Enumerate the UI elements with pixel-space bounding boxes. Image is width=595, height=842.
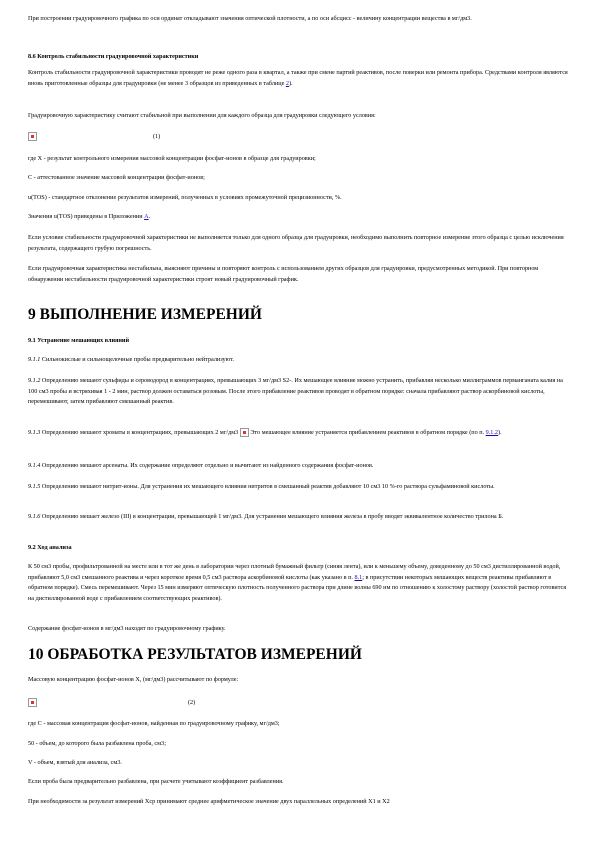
paragraph-text: Определению мешают сульфиды и сероводород в концентрациях, превышающих 3 мг/дм3 S2-. Их мешающее влияние можно устранить, прибавляя несколько миллиграммов перманганата калия на 100 см3 пробы и встряхивая 1 - 2 мин, раствор должен оставаться розовым. После этого прибавление реактивов проводят в обратном порядке: сначала прибавляют раствор аскорбиновой кислоты, перемешивают, затем прибавляют смешанный реактив.: [28, 377, 563, 405]
paragraph: Если проба была предварительно разбавлена, при расчете учитывают коэффициент разбавления.: [28, 778, 284, 785]
item-number: 9.1.1: [28, 356, 41, 363]
paragraph-text: Определению мешает железо (III) в концентрации, превышающей 1 мг/дм3. Для устранения мешающего влияния железа в пробу вводят эквивалентное количество трилона Б.: [41, 513, 504, 520]
broken-image-icon: [240, 428, 249, 437]
paragraph-analysis: [28, 562, 568, 604]
table-2-link[interactable]: 2: [285, 79, 289, 87]
paragraph: При необходимости за результат измерений Xср принимают среднее арифметическое значение двух параллельных определений X1 и X2: [28, 798, 390, 805]
paragraph: Массовую концентрацию фосфат-ионов X, (мг/дм3) рассчитывают по формуле:: [28, 676, 239, 683]
formula-number: (2): [188, 699, 196, 706]
paragraph-text: Определению мешают арсенаты. Их содержание определяют отдельно и вычитают из найденного содержания фосфат-ионов.: [41, 462, 374, 469]
item-number: 9.1.3: [28, 429, 41, 436]
paragraph: [28, 68, 568, 89]
paragraph-text: Значения u(TOS) приведены в Приложении: [28, 213, 143, 220]
paragraph: где C - массовая концентрация фосфат-ионов, найденная по градуировочному графику, мг/дм3;: [28, 720, 280, 727]
item-number: 9.1.4: [28, 462, 41, 469]
paragraph-9-1-4: [28, 461, 568, 472]
paragraph: Если градуировочная характеристика нестабильна, выясняют причины и повторяют контроль с использованием других образцов для градуировки, предусмотренных методикой. При повторном обнаружении нестабильности градуировочной характеристики строят новый градуировочный график.: [28, 265, 539, 283]
broken-image-icon: [28, 698, 37, 707]
paragraph-9-1-2: [28, 376, 568, 408]
formula-number: (1): [153, 133, 161, 140]
item-number: 9.1.2: [28, 377, 41, 384]
subsection-heading-9-2: 9.2 Ход анализа: [28, 544, 72, 551]
paragraph-text: ).: [498, 429, 502, 436]
paragraph-text: Это мешающее влияние устраняется прибавлением реактивов в обратном порядке (по п.: [250, 429, 485, 436]
paragraph-text: Контроль стабильности градуировочной характеристики проводят не реже одного раза в квартал, а также при смене партий реактивов, после поверки или ремонта прибора. Средствами контроля являются вновь приготовленные образцы для градуировки (не менее 3 образцов из приведенных в таблице: [28, 69, 568, 87]
item-number: 9.1.5: [28, 483, 41, 490]
formula-2: [28, 698, 196, 708]
section-8-1-link[interactable]: 8.1: [354, 573, 363, 581]
paragraph: Если условие стабильности градуировочной характеристики не выполняется только для одного образца для градуировки, необходимо выполнить повторное измерение этого образца с целью исключения результата, содержащего грубую погрешность.: [28, 234, 564, 252]
paragraph: где X - результат контрольного измерения массовой концентрации фосфат-ионов в образце для градуировки;: [28, 155, 316, 162]
paragraph: V - объем, взятый для анализа, см3.: [28, 759, 122, 766]
appendix-a-link[interactable]: А: [144, 213, 149, 220]
paragraph-text: Определению мешают нитрит-ионы. Для устранения их мешающего влияния нитритов в смешанный реактив добавляют 10 см3 10 %-го раствора сульфаминовой кислоты.: [41, 483, 495, 490]
paragraph-text: Сильнокислые и сильнощелочные пробы предварительно нейтрализуют.: [41, 356, 234, 363]
paragraph: C - аттестованное значение массовой концентрации фосфат-ионов;: [28, 174, 205, 181]
paragraph: [28, 212, 568, 223]
paragraph-text: ; в присутствии некоторых мешающих веществ реактивы прибавляют в обратном порядке). Смесь перемешивают. Через 15 мин измеряют оптическую плотность полученного раствора при длине волны 690 нм по отношению к холостому раствору (холостой раствор готовится на дистиллированной воде с прибавлением соответствующих реактивов).: [28, 573, 567, 602]
paragraph-text: К 50 см3 пробы, профильтрованной на месте или в тот же день в лаборатории через плотный бумажный фильтр (синяя лента), или к меньшему объему, доведенному до 50 см3 дистиллированной водой, прибавляют 5,0 см3 смешанного реактива и через короткое время 0,5 см3 раствора аскорбиновой кислоты (как указано в п.: [28, 563, 561, 581]
section-heading-9: 9 ВЫПОЛНЕНИЕ ИЗМЕРЕНИЙ: [28, 306, 262, 323]
section-heading-10: 10 ОБРАБОТКА РЕЗУЛЬТАТОВ ИЗМЕРЕНИЙ: [28, 646, 362, 663]
paragraph: Градуировочную характеристику считают стабильной при выполнении для каждого образца для градуировки следующего условия:: [28, 112, 376, 119]
paragraph: u(TOS) - стандартное отклонение результатов измерений, полученных в условиях промежуточной прецизионности, %.: [28, 194, 342, 201]
paragraph-text: .: [148, 213, 151, 220]
paragraph: При построении градуировочного графика по оси ординат откладывают значения оптической плотности, а по оси абсцисс - величину концентрации вещества в мг/дм3.: [28, 15, 472, 22]
paragraph: 50 - объем, до которого была разбавлена проба, см3;: [28, 740, 166, 747]
paragraph-9-1-1: [28, 355, 568, 366]
subsection-heading-9-1: 9.1 Устранение мешающих влияний: [28, 337, 130, 344]
item-number: 9.1.6: [28, 513, 41, 520]
paragraph: Содержание фосфат-ионов в мг/дм3 находят по градуировочному графику.: [28, 625, 226, 632]
paragraph-text: ).: [288, 79, 293, 87]
section-heading-8-6: 8.6 Контроль стабильности градуировочной характеристики: [28, 53, 199, 60]
section-9-1-2-link[interactable]: 9.1.2: [485, 429, 499, 436]
paragraph-9-1-3: [28, 428, 568, 439]
paragraph-9-1-6: [28, 512, 568, 523]
broken-image-icon: [28, 132, 37, 141]
formula-1: [28, 132, 161, 142]
paragraph-9-1-5: [28, 482, 568, 493]
paragraph-text: Определению мешают хроматы в концентрациях, превышающих 2 мг/дм3: [41, 429, 239, 436]
